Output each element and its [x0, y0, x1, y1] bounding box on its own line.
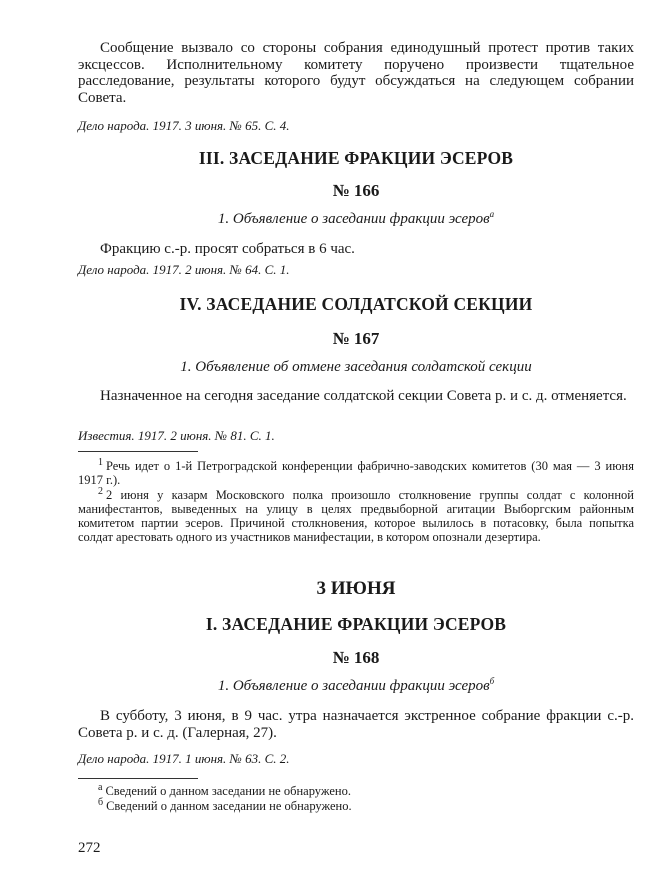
section-heading-iv: IV. ЗАСЕДАНИЕ СОЛДАТСКОЙ СЕКЦИИ [179, 294, 533, 314]
date-heading: 3 ИЮНЯ [316, 578, 396, 599]
footnote-a [78, 781, 634, 798]
source-citation-167: Известия. 1917. 2 июня. № 81. С. 1. [78, 428, 275, 443]
footnote-ref-a: а [489, 209, 495, 219]
source-citation-166: Дело народа. 1917. 2 июня. № 64. С. 1. [78, 262, 290, 277]
announcement-title-text: 1. Объявление о заседании фракции эсеров [217, 678, 490, 694]
paragraph-166: Фракцию с.-р. просят собраться в 6 час. [100, 241, 355, 257]
announcement-title-168 [78, 678, 634, 695]
footnote-a-mark: а [98, 781, 103, 793]
source-citation: Дело народа. 1917. 3 июня. № 65. С. 4. [78, 118, 290, 133]
source-citation-168: Дело народа. 1917. 1 июня. № 63. С. 2. [78, 751, 290, 766]
announcement-title-166 [78, 211, 634, 228]
footnote-1-text: Речь идет о 1-й Петроградской конференции фабрично-заводских комитетов (30 мая — 3 июня 1917 г.). [78, 459, 634, 487]
footnote-ref-b: б [489, 676, 495, 686]
announcement-title-text: 1. Объявление о заседании фракции эсеров [217, 211, 490, 227]
announcement-title-167: 1. Объявление об отмене заседания солдатской секции [180, 359, 532, 375]
paragraph-168: В субботу, 3 июня, в 9 час. утра назначается экстренное собрание фракции с.-р. Совета р. и с. д. (Галерная, 27). [78, 708, 634, 741]
paragraph-protest: Сообщение вызвало со стороны собрания единодушный протест против таких эксцессов. Исполнительному комитету поручено произвести тщательное расследование, результаты которого будут обсуждаться на следующем собрании Совета. [78, 40, 634, 106]
footnote-1-mark: 1 [98, 456, 103, 468]
footnote-1 [78, 456, 634, 487]
footnote-2-mark: 2 [98, 485, 103, 497]
section-heading-i: I. ЗАСЕДАНИЕ ФРАКЦИИ ЭСЕРОВ [205, 614, 507, 634]
section-heading-iii: III. ЗАСЕДАНИЕ ФРАКЦИИ ЭСЕРОВ [198, 148, 514, 168]
footnote-rule-2 [78, 778, 198, 779]
document-number-166: № 166 [332, 181, 380, 200]
footnote-b-text: Сведений о данном заседании не обнаружено. [106, 799, 352, 813]
footnote-rule [78, 451, 198, 452]
paragraph-167: Назначенное на сегодня заседание солдатской секции Совета р. и с. д. отменяется. [100, 388, 627, 404]
footnote-b [78, 796, 634, 813]
footnote-2-text: 2 июня у казарм Московского полка произошло столкновение группы солдат с колонной манифестантов, выведенных на улицу в целях предвыборной агитации Выборгским районным комитетом партии эсеров. Причиной столкновения, которое вылилось в потасовку, была попытка солдат арестовать одного из участников манифестации, в котором опознали дезертира. [78, 488, 634, 544]
footnote-2 [78, 485, 634, 544]
footnote-b-mark: б [98, 796, 104, 808]
page-number: 272 [78, 840, 101, 856]
document-number-167: № 167 [332, 329, 380, 348]
document-number-168: № 168 [332, 648, 380, 667]
footnote-a-text: Сведений о данном заседании не обнаружено. [105, 784, 351, 798]
